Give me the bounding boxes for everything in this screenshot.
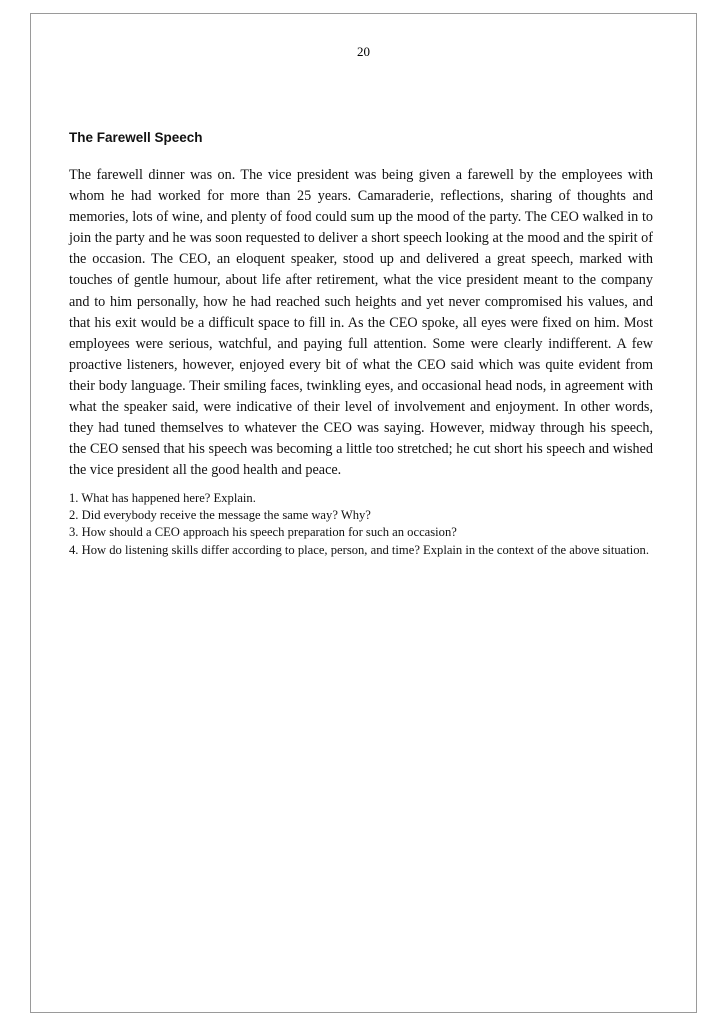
page-number: 20 — [357, 44, 370, 59]
document-page — [30, 13, 697, 1013]
body-paragraph: The farewell dinner was on. The vice president was being given a farewell by the employees with whom he had worked for more than 25 years. Camaraderie, reflections, sharing of thoughts and memories, lots of wine, and plenty of food could sum up the mood of the party. The CEO walked in to join the party and he was soon requested to deliver a short speech looking at the mood and the spirit of the occasion. The CEO, an eloquent speaker, stood up and delivered a great speech, marked with touches of gentle humour, about life after retirement, what the vice president meant to the company and to him personally, how he had reached such heights and yet never compromised his values, and that his exit would be a difficult space to fill in. As the CEO spoke, all eyes were fixed on him. Most employees were serious, watchful, and paying full attention. Some were clearly indifferent. A few proactive listeners, however, enjoyed every bit of what the CEO said which was quite evident from their body language. Their smiling faces, twinkling eyes, and occasional head nods, in agreement with what the speaker said, were indicative of their level of involvement and enjoyment. In other words, they had tuned themselves to whatever the CEO was saying. However, midway through his speech, the CEO sensed that his speech was becoming a little too stretched; he cut short his speech and wished the vice president all the good health and peace. — [69, 167, 653, 479]
question-item: 1. What has happened here? Explain. — [69, 491, 256, 505]
question-item: 2. Did everybody receive the message the same way? Why? — [69, 508, 371, 523]
question-list — [69, 490, 657, 559]
question-item: 3. How should a CEO approach his speech preparation for such an occasion? — [69, 525, 457, 540]
question-item: 4. How do listening skills differ according to place, person, and time? Explain in the context of the above situation. — [69, 542, 649, 557]
section-title: The Farewell Speech — [69, 130, 203, 145]
